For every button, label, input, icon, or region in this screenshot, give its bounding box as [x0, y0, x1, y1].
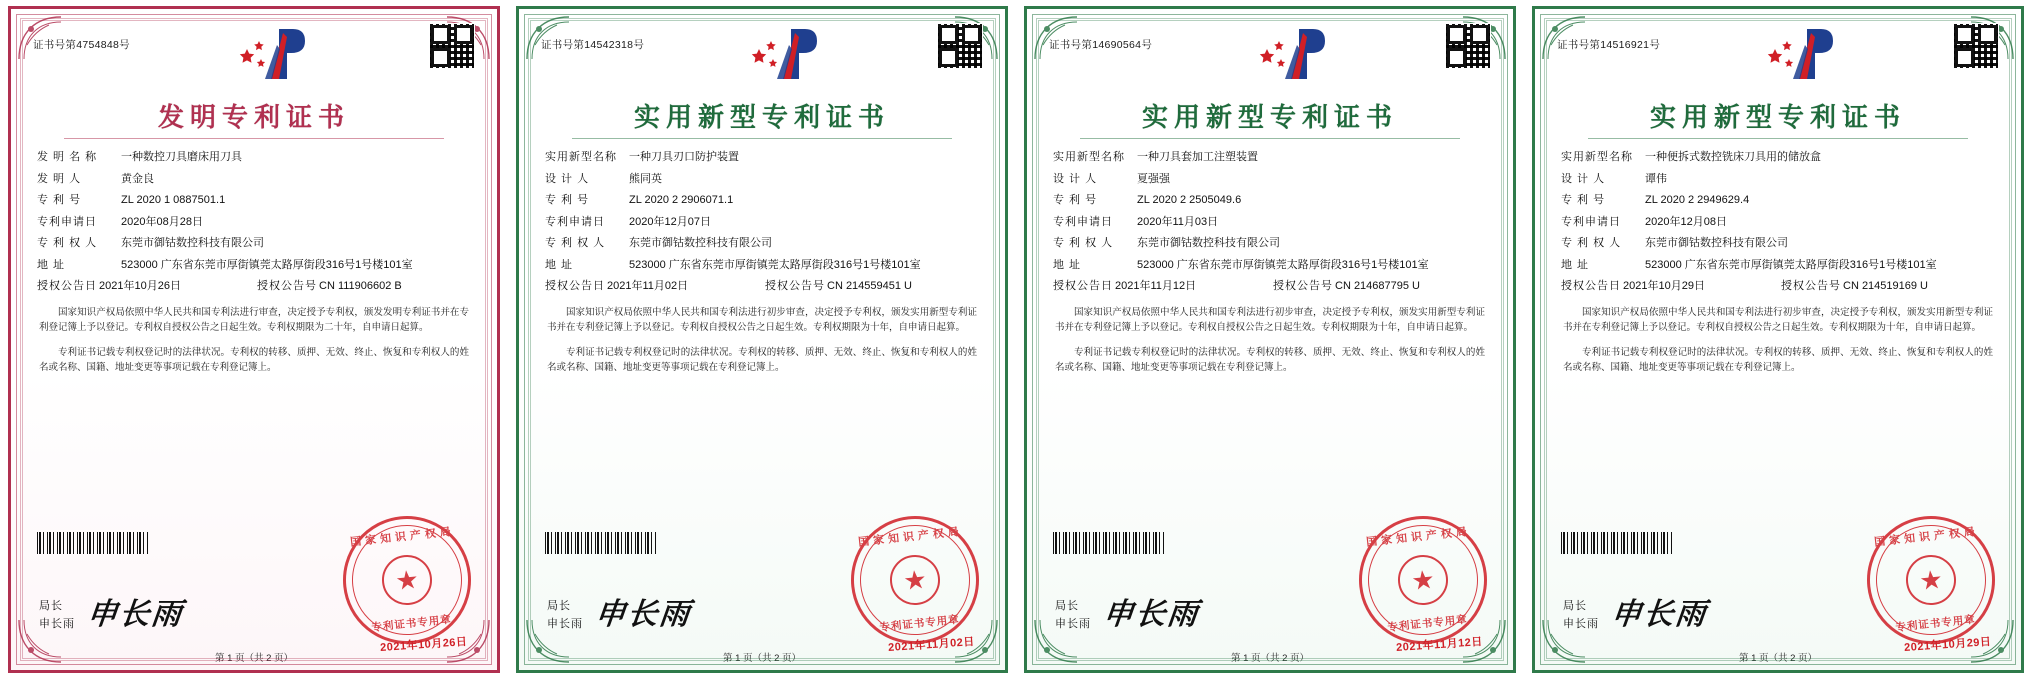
- seal-top-text: 国家知识产权局: [1873, 524, 1980, 549]
- page-footer: 第 1 页（共 2 页）: [1230, 653, 1310, 664]
- field-label: 专利申请日: [545, 215, 605, 228]
- certificate-title: 实用新型专利证书: [633, 103, 890, 133]
- field-label: 授权公告日: [545, 280, 605, 292]
- field-value: ZL 2020 2 2906071.1: [629, 194, 734, 206]
- field-row: [37, 192, 471, 209]
- certificate-number: 证书号第14516921号: [1557, 39, 1661, 51]
- seal-star-icon: ★: [888, 553, 943, 608]
- handwritten-signature: 申长雨: [85, 597, 186, 632]
- field-label: 专 利 号: [37, 194, 82, 206]
- field-value: 一种刀具刃口防护装置: [629, 151, 739, 163]
- handwritten-signature: 申长雨: [1101, 597, 1202, 632]
- field-label: 专利申请日: [1561, 215, 1621, 228]
- field-row: [1561, 235, 1995, 252]
- cnipa-logo-icon: [1763, 23, 1845, 85]
- field-row: [545, 257, 979, 274]
- seal-date: 2021年11月12日: [1395, 635, 1484, 655]
- field-label: 专 利 权 人: [1561, 237, 1622, 249]
- field-label: 地 址: [545, 258, 574, 271]
- certificate-fields: [1561, 149, 1995, 295]
- field-label: 授权公告日: [1053, 280, 1113, 292]
- field-value: 熊同英: [629, 172, 662, 185]
- qr-code[interactable]: [1953, 23, 1999, 69]
- field-value: 一种刀具套加工注塑装置: [1137, 151, 1258, 163]
- seal-star-icon: ★: [1396, 553, 1451, 608]
- director-label: 局长: [39, 599, 63, 612]
- field-label: 专 利 号: [545, 194, 590, 206]
- field-row: [545, 192, 979, 209]
- certificate-title: 实用新型专利证书: [1141, 103, 1398, 133]
- field-row: [37, 257, 471, 274]
- field-label: 专 利 权 人: [1053, 237, 1114, 249]
- field-label: 地 址: [1561, 258, 1590, 271]
- field-value: 523000 广东省东莞市厚街镇莞太路厚街段316号1号楼101室: [121, 258, 413, 271]
- field-row: [1561, 192, 1995, 209]
- legal-paragraph: 国家知识产权局依照中华人民共和国专利法进行初步审查，决定授予专利权，颁发实用新型专利证书并在专利登记簿上予以登记。专利权自授权公告之日起生效。专利权期限为十年，自申请日起算。: [547, 306, 977, 333]
- field-value: 2021年11月12日: [1115, 280, 1197, 292]
- field-value: 谭伟: [1645, 172, 1667, 185]
- qr-code[interactable]: [429, 23, 475, 69]
- cnipa-logo-icon: [1255, 23, 1337, 85]
- legal-paragraph: 专利证书记载专利权登记时的法律状况。专利权的转移、质押、无效、终止、恢复和专利权人的姓名或名称、国籍、地址变更等事项记载在专利登记簿上。: [547, 346, 977, 374]
- legal-paragraph: 国家知识产权局依照中华人民共和国专利法进行审查，决定授予专利权，颁发发明专利证书并在专利登记簿上予以登记。专利权自授权公告之日起生效。专利权期限为二十年，自申请日起算。: [39, 306, 469, 333]
- field-label: 实用新型名称: [1053, 151, 1125, 163]
- field-label: 设 计 人: [545, 172, 590, 185]
- field-row: [545, 214, 979, 231]
- field-value: 黄金良: [121, 172, 154, 185]
- field-row: [545, 149, 979, 166]
- field-row: [545, 235, 979, 252]
- handwritten-signature: 申长雨: [593, 597, 694, 632]
- field-value: CN 111906602 B: [319, 280, 402, 292]
- field-label: 专 利 号: [1053, 194, 1098, 206]
- field-value: CN 214519169 U: [1843, 280, 1929, 292]
- certificate-fields: [1053, 149, 1487, 295]
- field-label: 授权公告号: [257, 280, 317, 292]
- field-label: 专利申请日: [1053, 215, 1113, 228]
- legal-paragraph: 专利证书记载专利权登记时的法律状况。专利权的转移、质押、无效、终止、恢复和专利权人的姓名或名称、国籍、地址变更等事项记载在专利登记簿上。: [39, 346, 469, 374]
- field-value: ZL 2020 1 0887501.1: [121, 194, 226, 206]
- patent-certificate[interactable]: [1016, 0, 1524, 677]
- legal-paragraph: 专利证书记载专利权登记时的法律状况。专利权的转移、质押、无效、终止、恢复和专利权人的姓名或名称、国籍、地址变更等事项记载在专利登记簿上。: [1055, 346, 1485, 374]
- field-row: [1561, 171, 1995, 188]
- field-row: [1053, 214, 1487, 231]
- certificate-frame: [1532, 6, 2024, 673]
- qr-code[interactable]: [937, 23, 983, 69]
- certificate-fields: [37, 149, 471, 295]
- director-name: 申长雨: [1055, 618, 1091, 631]
- field-row: [1053, 257, 1487, 274]
- field-value: 东莞市御钴数控科技有限公司: [1645, 237, 1788, 249]
- title-divider: [64, 138, 444, 139]
- field-row-split: [37, 278, 471, 295]
- director-label: 局长: [1563, 599, 1587, 612]
- field-label: 授权公告号: [1781, 280, 1841, 292]
- cnipa-logo-icon: [747, 23, 829, 85]
- field-value: 523000 广东省东莞市厚街镇莞太路厚街段316号1号楼101室: [1137, 258, 1429, 271]
- director-label: 局长: [547, 599, 571, 612]
- field-value: 东莞市御钴数控科技有限公司: [1137, 237, 1280, 249]
- director-name: 申长雨: [1563, 618, 1599, 631]
- seal-bottom-text: 专利证书专用章: [370, 613, 453, 634]
- field-label: 地 址: [1053, 258, 1082, 271]
- field-label: 实用新型名称: [545, 151, 617, 163]
- title-divider: [572, 138, 952, 139]
- field-value: 东莞市御钴数控科技有限公司: [629, 237, 772, 249]
- field-row: [1561, 257, 1995, 274]
- director-label: 局长: [1055, 599, 1079, 612]
- seal-bottom-text: 专利证书专用章: [1894, 613, 1977, 634]
- legal-paragraph: 专利证书记载专利权登记时的法律状况。专利权的转移、质押、无效、终止、恢复和专利权人的姓名或名称、国籍、地址变更等事项记载在专利登记簿上。: [1563, 346, 1993, 374]
- field-value: 2020年12月08日: [1645, 215, 1727, 228]
- seal-bottom-text: 专利证书专用章: [1386, 613, 1469, 634]
- field-value: 523000 广东省东莞市厚街镇莞太路厚街段316号1号楼101室: [1645, 258, 1937, 271]
- patent-certificate[interactable]: [1524, 0, 2032, 677]
- title-divider: [1080, 138, 1460, 139]
- field-value: 一种数控刀具磨床用刀具: [121, 151, 242, 163]
- seal-date: 2021年11月02日: [887, 635, 976, 655]
- certificate-number: 证书号第4754848号: [33, 39, 130, 51]
- field-row: [1053, 149, 1487, 166]
- certificate-title: 实用新型专利证书: [1649, 103, 1906, 133]
- field-value: 东莞市御钴数控科技有限公司: [121, 237, 264, 249]
- field-row-split: [1053, 278, 1487, 295]
- field-row: [1053, 192, 1487, 209]
- field-value: 2021年11月02日: [607, 280, 689, 292]
- seal-top-text: 国家知识产权局: [349, 524, 456, 549]
- page-footer: 第 1 页（共 2 页）: [214, 653, 294, 664]
- certificate-header: [33, 23, 475, 89]
- certificate-header: [1557, 23, 1999, 89]
- field-value: 2020年11月03日: [1137, 215, 1219, 228]
- handwritten-signature: 申长雨: [1609, 597, 1710, 632]
- director-name: 申长雨: [547, 618, 583, 631]
- seal-date: 2021年10月29日: [1903, 635, 1992, 655]
- patent-certificate[interactable]: [508, 0, 1016, 677]
- field-value: CN 214687795 U: [1335, 280, 1421, 292]
- field-row: [37, 235, 471, 252]
- field-label: 设 计 人: [1053, 172, 1098, 185]
- field-value: 夏强强: [1137, 172, 1170, 185]
- certificate-title: 发明专利证书: [157, 103, 350, 133]
- page-footer: 第 1 页（共 2 页）: [1738, 653, 1818, 664]
- certificate-frame: [516, 6, 1008, 673]
- legal-paragraph: 国家知识产权局依照中华人民共和国专利法进行初步审查，决定授予专利权，颁发实用新型专利证书并在专利登记簿上予以登记。专利权自授权公告之日起生效。专利权期限为十年，自申请日起算。: [1055, 306, 1485, 333]
- seal-star-icon: ★: [380, 553, 435, 608]
- field-label: 授权公告号: [1273, 280, 1333, 292]
- field-row-split: [545, 278, 979, 295]
- field-label: 地 址: [37, 258, 66, 271]
- field-value: 523000 广东省东莞市厚街镇莞太路厚街段316号1号楼101室: [629, 258, 921, 271]
- field-label: 授权公告日: [37, 280, 97, 292]
- certificate-header: [541, 23, 983, 89]
- field-label: 专 利 权 人: [37, 237, 98, 249]
- field-row: [37, 171, 471, 188]
- field-value: 2021年10月26日: [99, 280, 181, 292]
- legal-paragraph: 国家知识产权局依照中华人民共和国专利法进行初步审查，决定授予专利权，颁发实用新型专利证书并在专利登记簿上予以登记。专利权自授权公告之日起生效。专利权期限为十年，自申请日起算。: [1563, 306, 1993, 333]
- field-row: [1561, 149, 1995, 166]
- field-value: 2020年08月28日: [121, 215, 203, 228]
- patent-certificate[interactable]: [0, 0, 508, 677]
- field-row: [1053, 171, 1487, 188]
- field-value: ZL 2020 2 2949629.4: [1645, 194, 1750, 206]
- field-row: [37, 149, 471, 166]
- field-row: [1561, 214, 1995, 231]
- seal-star-icon: ★: [1904, 553, 1959, 608]
- page-footer: 第 1 页（共 2 页）: [722, 653, 802, 664]
- field-label: 授权公告日: [1561, 280, 1621, 292]
- director-name: 申长雨: [39, 618, 75, 631]
- field-label: 设 计 人: [1561, 172, 1606, 185]
- field-label: 发 明 人: [37, 172, 82, 185]
- certificate-number: 证书号第14690564号: [1049, 39, 1153, 51]
- certificate-frame: [8, 6, 500, 673]
- field-value: 2021年10月29日: [1623, 280, 1705, 292]
- certificate-frame: [1024, 6, 1516, 673]
- field-value: 一种便拆式数控铣床刀具用的储放盒: [1645, 151, 1821, 163]
- certificate-header: [1049, 23, 1491, 89]
- field-row-split: [1561, 278, 1995, 295]
- field-value: 2020年12月07日: [629, 215, 711, 228]
- seal-top-text: 国家知识产权局: [857, 524, 964, 549]
- seal-top-text: 国家知识产权局: [1365, 524, 1472, 549]
- field-row: [1053, 235, 1487, 252]
- certificate-number: 证书号第14542318号: [541, 39, 645, 51]
- field-label: 发 明 名 称: [37, 151, 98, 163]
- field-value: ZL 2020 2 2505049.6: [1137, 194, 1242, 206]
- seal-bottom-text: 专利证书专用章: [878, 613, 961, 634]
- field-label: 授权公告号: [765, 280, 825, 292]
- field-value: CN 214559451 U: [827, 280, 913, 292]
- field-label: 专 利 权 人: [545, 237, 606, 249]
- qr-code[interactable]: [1445, 23, 1491, 69]
- field-label: 实用新型名称: [1561, 151, 1633, 163]
- seal-date: 2021年10月26日: [379, 635, 468, 655]
- certificate-fields: [545, 149, 979, 295]
- field-label: 专利申请日: [37, 215, 97, 228]
- field-label: 专 利 号: [1561, 194, 1606, 206]
- cnipa-logo-icon: [235, 23, 317, 85]
- title-divider: [1588, 138, 1968, 139]
- field-row: [545, 171, 979, 188]
- field-row: [37, 214, 471, 231]
